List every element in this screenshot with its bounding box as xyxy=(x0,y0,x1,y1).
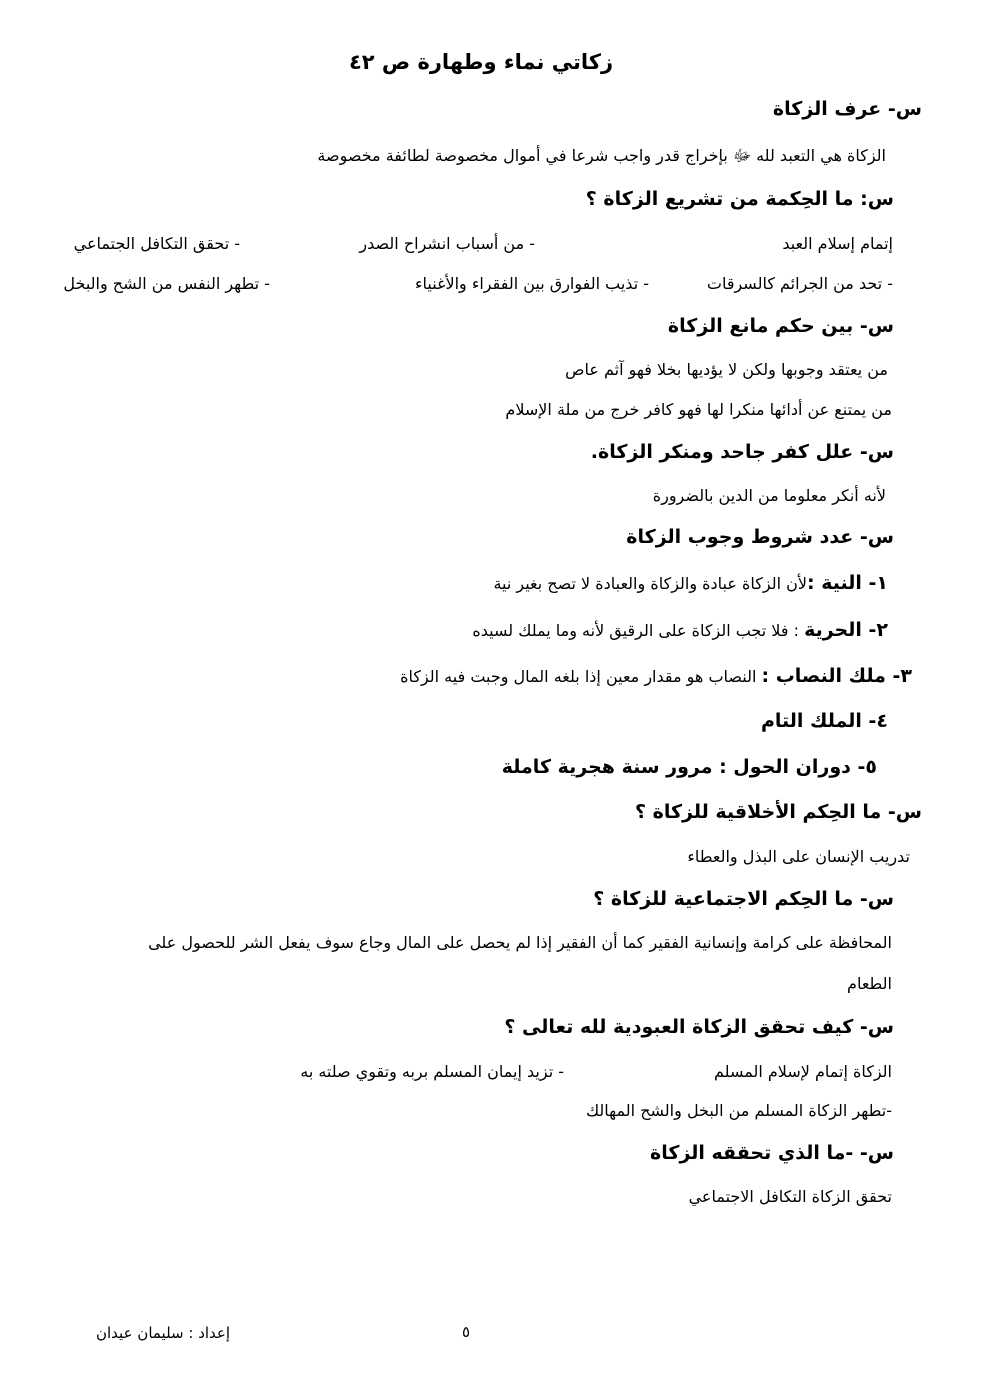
answer-define-zakat: الزكاة هي التعبد لله ﷻ بإخراج قدر واجب شرعا في أموال مخصوصة لطائفة مخصوصة xyxy=(317,146,886,165)
answer-achievement: تحقق الزكاة التكافل الاجتماعي xyxy=(688,1187,892,1206)
page-title: زكاتي نماء وطهارة ص ٤٢ xyxy=(348,50,614,74)
condition-label: ٢- الحرية xyxy=(804,619,888,641)
question-reason-disbelief: س- علل كفر جاحد ومنكر الزكاة. xyxy=(590,441,894,463)
answer-social-wisdom-1: المحافظة على كرامة وإنسانية الفقير كما أن الفقير إذا لم يحصل على المال وجاع سوف يفعل الشر للحصول على xyxy=(148,933,892,952)
wisdom-item: - تحقق التكافل الجتماعي xyxy=(73,234,240,253)
question-servitude: س- كيف تحقق الزكاة العبودية لله تعالى ؟ xyxy=(504,1016,894,1038)
answer-servitude-1a: الزكاة إتمام لإسلام المسلم xyxy=(714,1062,892,1081)
condition-3 xyxy=(400,665,912,687)
condition-label: ٣- ملك النصاب : xyxy=(761,665,912,687)
question-ruling-withholder: س- بين حكم مانع الزكاة xyxy=(667,315,894,337)
question-moral-wisdom: س- ما الحِكم الأخلاقية للزكاة ؟ xyxy=(635,801,922,823)
condition-text: النصاب هو مقدار معين إذا بلغه المال وجبت فيه الزكاة xyxy=(400,667,762,686)
condition-1 xyxy=(493,572,888,594)
condition-2 xyxy=(472,619,888,641)
condition-4: ٤- الملك التام xyxy=(760,710,888,732)
condition-text: : فلا تجب الزكاة على الرقيق لأنه وما يملك لسيده xyxy=(472,621,805,640)
question-define-zakat: س- عرف الزكاة xyxy=(772,98,922,120)
question-achievement: س- -ما الذي تحققه الزكاة xyxy=(650,1142,894,1164)
page-number: ٥ xyxy=(462,1323,471,1341)
answer-reason-disbelief: لأنه أنكر معلوما من الدين بالضرورة xyxy=(652,486,886,505)
author-credit: إعداد : سليمان عيدان xyxy=(96,1324,231,1342)
answer-servitude-2: -تطهر الزكاة المسلم من البخل والشح المهالك xyxy=(585,1101,892,1120)
question-wisdom-legislation: س: ما الحِكمة من تشريع الزكاة ؟ xyxy=(585,188,894,210)
wisdom-item: - من أسباب انشراح الصدر xyxy=(359,234,535,253)
question-conditions: س- عدد شروط وجوب الزكاة xyxy=(626,526,894,548)
wisdom-item: - تحد من الجرائم كالسرقات xyxy=(706,274,893,293)
answer-moral-wisdom: تدريب الإنسان على البذل والعطاء xyxy=(687,847,910,866)
wisdom-item: - تذيب الفوارق بين الفقراء والأغنياء xyxy=(415,274,649,293)
condition-label: ١- النية : xyxy=(806,572,888,594)
answer-servitude-1b: - تزيد إيمان المسلم بربه وتقوي صلته به xyxy=(300,1062,564,1081)
answer-ruling-1: من يعتقد وجوبها ولكن لا يؤديها بخلا فهو آثم عاص xyxy=(565,360,888,379)
answer-social-wisdom-2: الطعام xyxy=(847,974,892,993)
condition-text: لأن الزكاة عبادة والزكاة والعبادة لا تصح بغير نية xyxy=(493,574,807,593)
wisdom-item: - تطهر النفس من الشح والبخل xyxy=(63,274,270,293)
condition-5: ٥- دوران الحول : مرور سنة هجرية كاملة xyxy=(501,756,877,778)
wisdom-item: إتمام إسلام العبد xyxy=(782,234,893,253)
question-social-wisdom: س- ما الحِكم الاجتماعية للزكاة ؟ xyxy=(593,888,894,910)
answer-ruling-2: من يمتنع عن أدائها منكرا لها فهو كافر خرج من ملة الإسلام xyxy=(505,400,892,419)
